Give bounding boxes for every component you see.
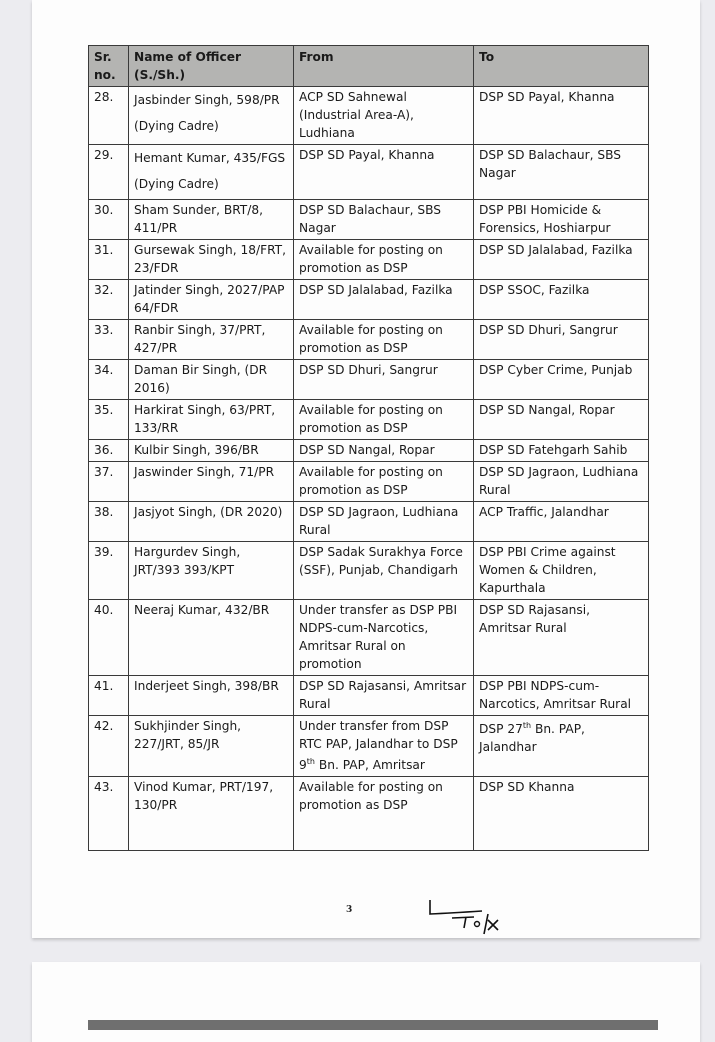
cell-to-posting: DSP PBI Homicide & Forensics, Hoshiarpur: [474, 200, 649, 240]
cell-from-posting: DSP SD Jalalabad, Fazilka: [294, 280, 474, 320]
cell-from-posting: Available for posting on promotion as DSP: [294, 400, 474, 440]
table-row: [89, 320, 649, 360]
officer-name: Hemant Kumar, 435/FGS: [134, 151, 286, 165]
cell-to-posting: DSP SD Khanna: [474, 777, 649, 851]
cell-officer-name: [129, 676, 294, 716]
cell-sr-no: 30.: [89, 200, 129, 240]
cell-sr-no: 42.: [89, 716, 129, 777]
table-row: [89, 200, 649, 240]
cell-from-posting: Available for posting on promotion as DSP: [294, 320, 474, 360]
table-row: [89, 716, 649, 777]
table-row: [89, 777, 649, 851]
cell-to-posting: DSP SD Rajasansi, Amritsar Rural: [474, 600, 649, 676]
header-from: From: [294, 46, 474, 87]
cell-sr-no: 28.: [89, 87, 129, 145]
officer-name: Neeraj Kumar, 432/BR: [134, 603, 270, 617]
text-fragment: Under transfer from DSP RTC PAP, Jalandhar to DSP 9: [299, 719, 458, 773]
cell-officer-name: [129, 502, 294, 542]
cell-sr-no: 39.: [89, 542, 129, 600]
cell-sr-no: 29.: [89, 145, 129, 200]
cell-sr-no: 43.: [89, 777, 129, 851]
cell-from-posting: DSP SD Rajasansi, Amritsar Rural: [294, 676, 474, 716]
page-number: 3: [346, 905, 353, 915]
header-name-of-officer: Name of Officer (S./Sh.): [129, 46, 294, 87]
cell-officer-name: [129, 280, 294, 320]
cell-to-posting: DSP SD Dhuri, Sangrur: [474, 320, 649, 360]
officer-name: Ranbir Singh, 37/PRT, 427/PR: [134, 323, 266, 355]
cell-sr-no: 36.: [89, 440, 129, 462]
table-row: [89, 542, 649, 600]
table-row: [89, 502, 649, 542]
table-row: [89, 360, 649, 400]
cell-sr-no: 37.: [89, 462, 129, 502]
cell-officer-name: [129, 542, 294, 600]
officer-name: Sham Sunder, BRT/8, 411/PR: [134, 203, 263, 235]
officer-name: Inderjeet Singh, 398/BR: [134, 679, 279, 693]
text-fragment: Bn. PAP, Jalandhar: [479, 722, 585, 755]
cell-to-posting: DSP SD Jalalabad, Fazilka: [474, 240, 649, 280]
officer-name: Sukhjinder Singh, 227/JRT, 85/JR: [134, 719, 242, 751]
cell-from-posting: DSP SD Nangal, Ropar: [294, 440, 474, 462]
officer-name: Jasbinder Singh, 598/PR: [134, 93, 280, 107]
officer-name: Hargurdev Singh, JRT/393 393/KPT: [134, 545, 241, 577]
ordinal-suffix: th: [306, 757, 315, 766]
document-page-4: [32, 962, 700, 1042]
text-fragment: DSP 27: [479, 722, 523, 737]
cell-from-posting: Under transfer as DSP PBI NDPS-cum-Narcotics, Amritsar Rural on promotion: [294, 600, 474, 676]
cell-officer-name: [129, 200, 294, 240]
cell-to-posting: DSP Cyber Crime, Punjab: [474, 360, 649, 400]
officer-name: Gursewak Singh, 18/FRT, 23/FDR: [134, 243, 286, 275]
table-row: [89, 440, 649, 462]
cell-officer-name: [129, 462, 294, 502]
table-row: [89, 280, 649, 320]
cell-from-posting: DSP SD Jagraon, Ludhiana Rural: [294, 502, 474, 542]
cell-officer-name: [129, 400, 294, 440]
table-row: [89, 240, 649, 280]
officer-cadre-note: (Dying Cadre): [134, 177, 219, 191]
cell-sr-no: 33.: [89, 320, 129, 360]
cell-to-posting: ACP Traffic, Jalandhar: [474, 502, 649, 542]
officer-name: Daman Bir Singh, (DR 2016): [134, 363, 268, 395]
cell-officer-name: [129, 145, 294, 200]
officer-name: Jatinder Singh, 2027/PAP 64/FDR: [134, 283, 285, 315]
cell-to-posting: DSP SD Balachaur, SBS Nagar: [474, 145, 649, 200]
cell-from-posting: ACP SD Sahnewal (Industrial Area-A), Ludhiana: [294, 87, 474, 145]
cell-from-posting: [294, 716, 474, 777]
officer-name: Kulbir Singh, 396/BR: [134, 443, 259, 457]
cell-from-posting: Available for posting on promotion as DSP: [294, 777, 474, 851]
cell-to-posting: DSP SD Payal, Khanna: [474, 87, 649, 145]
cell-sr-no: 35.: [89, 400, 129, 440]
cell-officer-name: [129, 360, 294, 400]
cell-to-posting: DSP SD Fatehgarh Sahib: [474, 440, 649, 462]
table-header-row: [89, 46, 649, 87]
cell-sr-no: 31.: [89, 240, 129, 280]
cell-officer-name: [129, 777, 294, 851]
officer-cadre-note: (Dying Cadre): [134, 119, 219, 133]
cell-sr-no: 34.: [89, 360, 129, 400]
header-to: To: [474, 46, 649, 87]
next-page-table-edge: [88, 1020, 658, 1030]
cell-from-posting: DSP Sadak Surakhya Force (SSF), Punjab, Chandigarh: [294, 542, 474, 600]
header-sr-no: Sr. no.: [89, 46, 129, 87]
cell-to-posting: DSP SD Nangal, Ropar: [474, 400, 649, 440]
cell-sr-no: 38.: [89, 502, 129, 542]
table-row: [89, 87, 649, 145]
cell-officer-name: [129, 320, 294, 360]
cell-officer-name: [129, 600, 294, 676]
cell-from-posting: Available for posting on promotion as DSP: [294, 240, 474, 280]
signature-mark: [422, 896, 512, 936]
cell-to-posting: DSP PBI Crime against Women & Children, Kapurthala: [474, 542, 649, 600]
cell-sr-no: 40.: [89, 600, 129, 676]
cell-sr-no: 32.: [89, 280, 129, 320]
text-fragment: Bn. PAP, Amritsar: [314, 758, 425, 773]
table-row: [89, 676, 649, 716]
document-page-3: [32, 0, 700, 938]
officer-name: Vinod Kumar, PRT/197, 130/PR: [134, 780, 274, 813]
table-row: [89, 462, 649, 502]
table-row: [89, 400, 649, 440]
cell-officer-name: [129, 87, 294, 145]
cell-from-posting: Available for posting on promotion as DSP: [294, 462, 474, 502]
table-body: [89, 87, 649, 851]
cell-officer-name: [129, 440, 294, 462]
cell-officer-name: [129, 240, 294, 280]
cell-sr-no: 41.: [89, 676, 129, 716]
ordinal-suffix: th: [522, 721, 532, 730]
cell-from-posting: DSP SD Dhuri, Sangrur: [294, 360, 474, 400]
cell-to-posting: DSP SSOC, Fazilka: [474, 280, 649, 320]
cell-to-posting: DSP SD Jagraon, Ludhiana Rural: [474, 462, 649, 502]
officer-name: Harkirat Singh, 63/PRT, 133/RR: [134, 403, 276, 435]
cell-from-posting: DSP SD Payal, Khanna: [294, 145, 474, 200]
table-row: [89, 145, 649, 200]
cell-to-posting: DSP PBI NDPS-cum-Narcotics, Amritsar Rural: [474, 676, 649, 716]
officer-transfer-table: [88, 45, 649, 851]
officer-name: Jaswinder Singh, 71/PR: [134, 465, 275, 479]
table-row: [89, 600, 649, 676]
cell-to-posting: [474, 716, 649, 777]
cell-officer-name: [129, 716, 294, 777]
officer-name: Jasjyot Singh, (DR 2020): [134, 505, 283, 519]
cell-from-posting: DSP SD Balachaur, SBS Nagar: [294, 200, 474, 240]
